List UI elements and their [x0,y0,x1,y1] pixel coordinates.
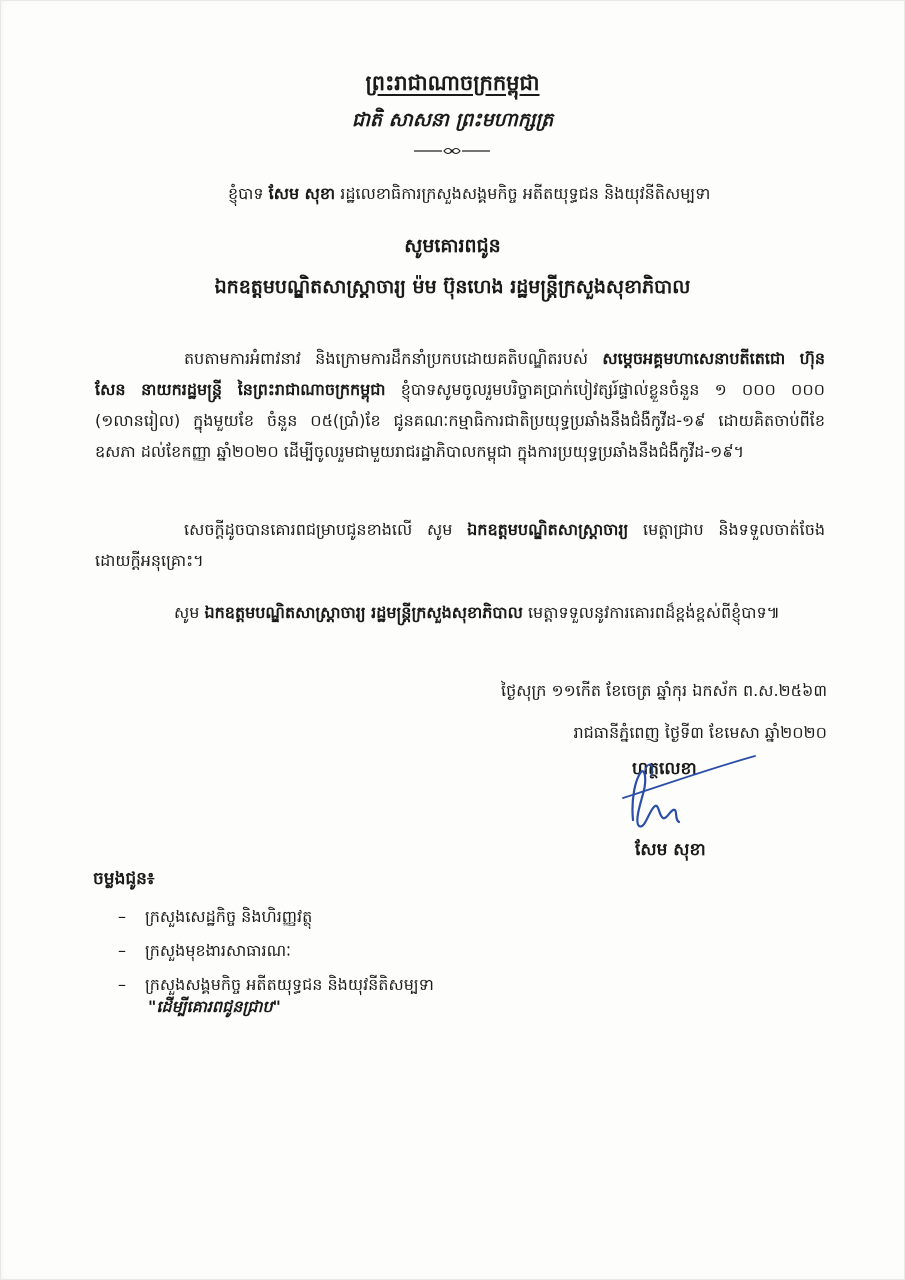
solar-date: រាជធានីភ្នំពេញ ថ្ងៃទី៣ ខែមេសា ឆ្នាំ២០២០ [573,723,827,742]
cc-item-label: ក្រសួងមុខងារសាធារណៈ [145,941,291,960]
national-motto: ជាតិ សាសនា ព្រះមហាក្សត្រ [351,109,554,131]
body-paragraph-1 [95,343,825,467]
sender-title: រដ្ឋលេខាធិការក្រសួងសង្គមកិច្ច អតីតយុទ្ធជន និងយុវនីតិសម្បទា [340,184,711,203]
dash-bullet: – [118,941,126,960]
salutation-respect: សូមគោរពជូន [404,235,501,257]
body-paragraph-3 [95,597,825,628]
p3-intro: សូម [174,603,200,622]
sender-line [228,183,710,207]
lunar-date: ថ្ងៃសុក្រ ១១កើត ខែចេត្រ ឆ្នាំកុរ ឯកស័ក ព.ស.២៥៦៣ [501,681,827,700]
ornament-divider-icon [412,145,492,157]
p3-recipient: ឯកឧត្តមបណ្ឌិតសាស្ត្រាចារ្យ រដ្ឋមន្ត្រីក្រសួងសុខាភិបាល [204,603,523,622]
body-paragraph-2 [95,514,825,576]
dash-bullet: – [118,975,126,994]
p2-recipient: ឯកឧត្តមបណ្ឌិតសាស្ត្រាចារ្យ [467,520,629,539]
list-item [118,900,434,934]
cc-item-label: ក្រសួងសេដ្ឋកិច្ច និងហិរញ្ញវត្ថុ [145,907,313,926]
p3-closing: មេត្តាទទួលនូវការគោរពដ៏ខ្ពង់ខ្ពស់ពីខ្ញុំបាទ៕ [527,603,780,622]
signature-label: ហត្ថលេខា [632,759,697,779]
dash-bullet: – [118,907,126,926]
cc-list [118,900,434,1002]
p2-intro: សេចក្តីដូចបានគោរពជម្រាបជូនខាងលើ សូម [184,520,453,539]
p1-prime-minister: ហ៊ុន សែន នាយករដ្ឋមន្ត្រី នៃព្រះរាជាណាចក្រកម្ពុជា [95,349,825,399]
cc-item-label: ក្រសួងសង្គមកិច្ច អតីតយុទ្ធជន និងយុវនីតិសម្បទា [145,975,434,994]
p1-honorific: សម្តេចអគ្គមហាសេនាបតីតេជោ [602,349,786,368]
sender-name: សែម សុខា [268,184,336,203]
p1-donation-text: ខ្ញុំបាទសូមចូលរួមបរិច្ចាគប្រាក់បៀវត្សរ៍ផ្ទាល់ខ្លួនចំនួន ១ ០០០ ០០០ (១លានរៀល) ក្នុងមួយខែ ចំនួន ០៥(ប្រាំ)ខែ ជូនគណៈកម្មាធិការជាតិប្រយុទ្ធប្រឆាំងនឹងជំងឺកូវីដ-១៩ ដោយគិតចាប់ពីខែឧសភា ដល់ខែកញ្ញា ឆ្នាំ២០២០ ដើម្បីចូលរួមជាមួយរាជរដ្ឋាភិបាលកម្ពុជា ក្នុងការប្រយុទ្ធប្រឆាំងនឹងជំងឺកូវីដ-១៩។ [95,380,826,461]
cc-note: "ដើម្បីគោរពជូនជ្រាប" [148,997,281,1016]
handwritten-signature-icon [615,750,760,840]
list-item [118,934,434,968]
sender-prefix: ខ្ញុំបាទ [228,184,264,203]
signer-name: សែម សុខា [635,840,706,860]
cc-heading: ចម្លងជូន៖ [93,869,155,889]
recipient-title: ឯកឧត្តមបណ្ឌិតសាស្ត្រាចារ្យ ម៉ម ប៊ុនហេង រដ្ឋមន្ត្រីក្រសួងសុខាភិបាល [214,276,691,298]
kingdom-heading: ព្រះរាជាណាចក្រកម្ពុជា [365,71,540,95]
p1-intro: តបតាមការអំពាវនាវ និងក្រោមការដឹកនាំប្រកបដោយគតិបណ្ឌិតរបស់ [184,349,588,368]
p2-closing: មេត្តាជ្រាប និងទទួលចាត់ចែងដោយក្តីអនុគ្រោះ។ [95,520,826,570]
